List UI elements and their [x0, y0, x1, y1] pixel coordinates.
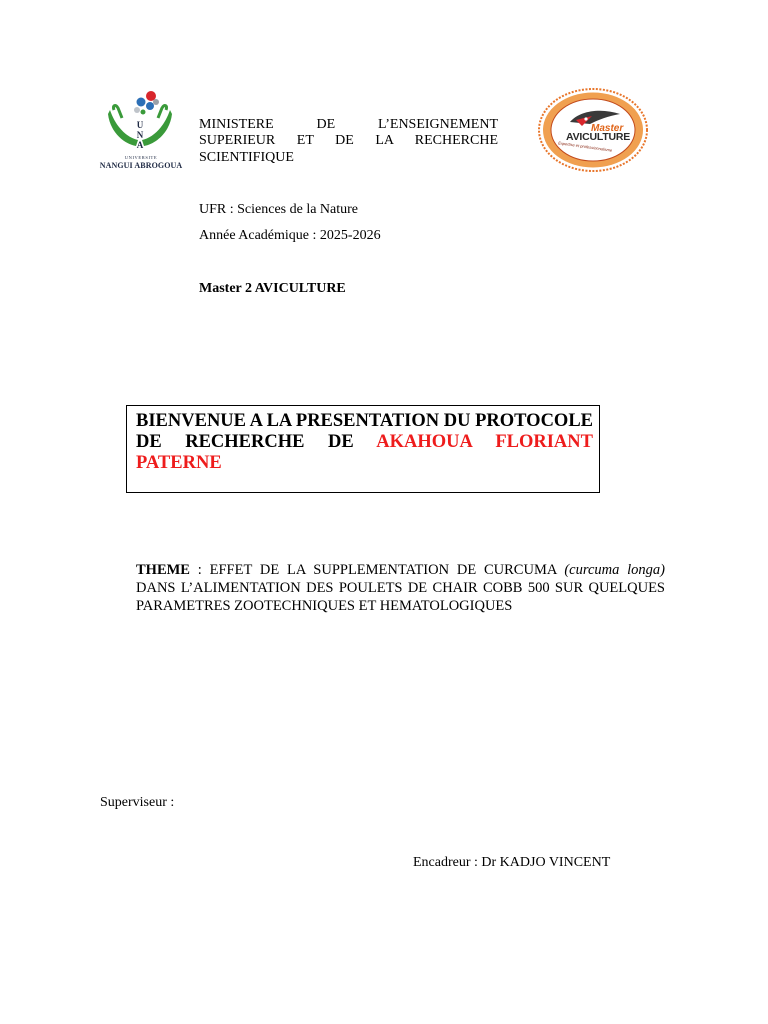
theme-paragraph [136, 561, 665, 615]
una-letter-u: U [136, 120, 144, 130]
master-aviculture-logo [536, 86, 650, 174]
una-university-logo [96, 88, 186, 172]
master-logo-aviculture-text: AVICULTURE [566, 131, 631, 143]
ufr-line: UFR : Sciences de la Nature [199, 202, 359, 217]
una-caption-universite: UNIVERSITE [124, 155, 158, 160]
advisor-line: Encadreur : Dr KADJO VINCENT [413, 855, 611, 870]
master-program-line: Master 2 AVICULTURE [199, 281, 346, 296]
theme-text-part1: EFFET DE LA SUPPLEMENTATION DE CURCUMA [209, 562, 565, 578]
una-caption-name: NANGUI ABROGOUA [99, 161, 183, 170]
theme-scientific-name: (curcuma longa) [564, 562, 666, 578]
master-logo-master-text: Master [591, 123, 624, 134]
una-letter-a: A [136, 140, 144, 150]
welcome-text [136, 411, 593, 474]
theme-text-part2: DANS L’ALIMENTATION DES POULETS DE CHAIR COBB 500 SUR QUELQUES PARAMETRES ZOOTECHNIQUES ET HEMATOLOGIQUES [136, 580, 665, 614]
una-letter-n: N [136, 130, 144, 140]
welcome-text-main: BIENVENUE A LA PRESENTATION DU PROTOCOLE DE RECHERCHE DE [136, 411, 593, 452]
una-emblem-icon [96, 88, 186, 158]
academic-year-line: Année Académique : 2025-2026 [199, 228, 381, 243]
theme-label: THEME [136, 562, 190, 578]
theme-separator: : [189, 562, 210, 578]
supervisor-line: Superviseur : [100, 795, 175, 810]
master-logo-tagline: Expertise et professionnalisme [557, 140, 613, 153]
welcome-box [126, 405, 600, 493]
ministry-header: MINISTERE DE L’ENSEIGNEMENT SUPERIEUR ET DE LA RECHERCHE SCIENTIFIQUE [199, 117, 498, 165]
presenter-name: AKAHOUA FLORIANT PATERNE [136, 432, 593, 473]
